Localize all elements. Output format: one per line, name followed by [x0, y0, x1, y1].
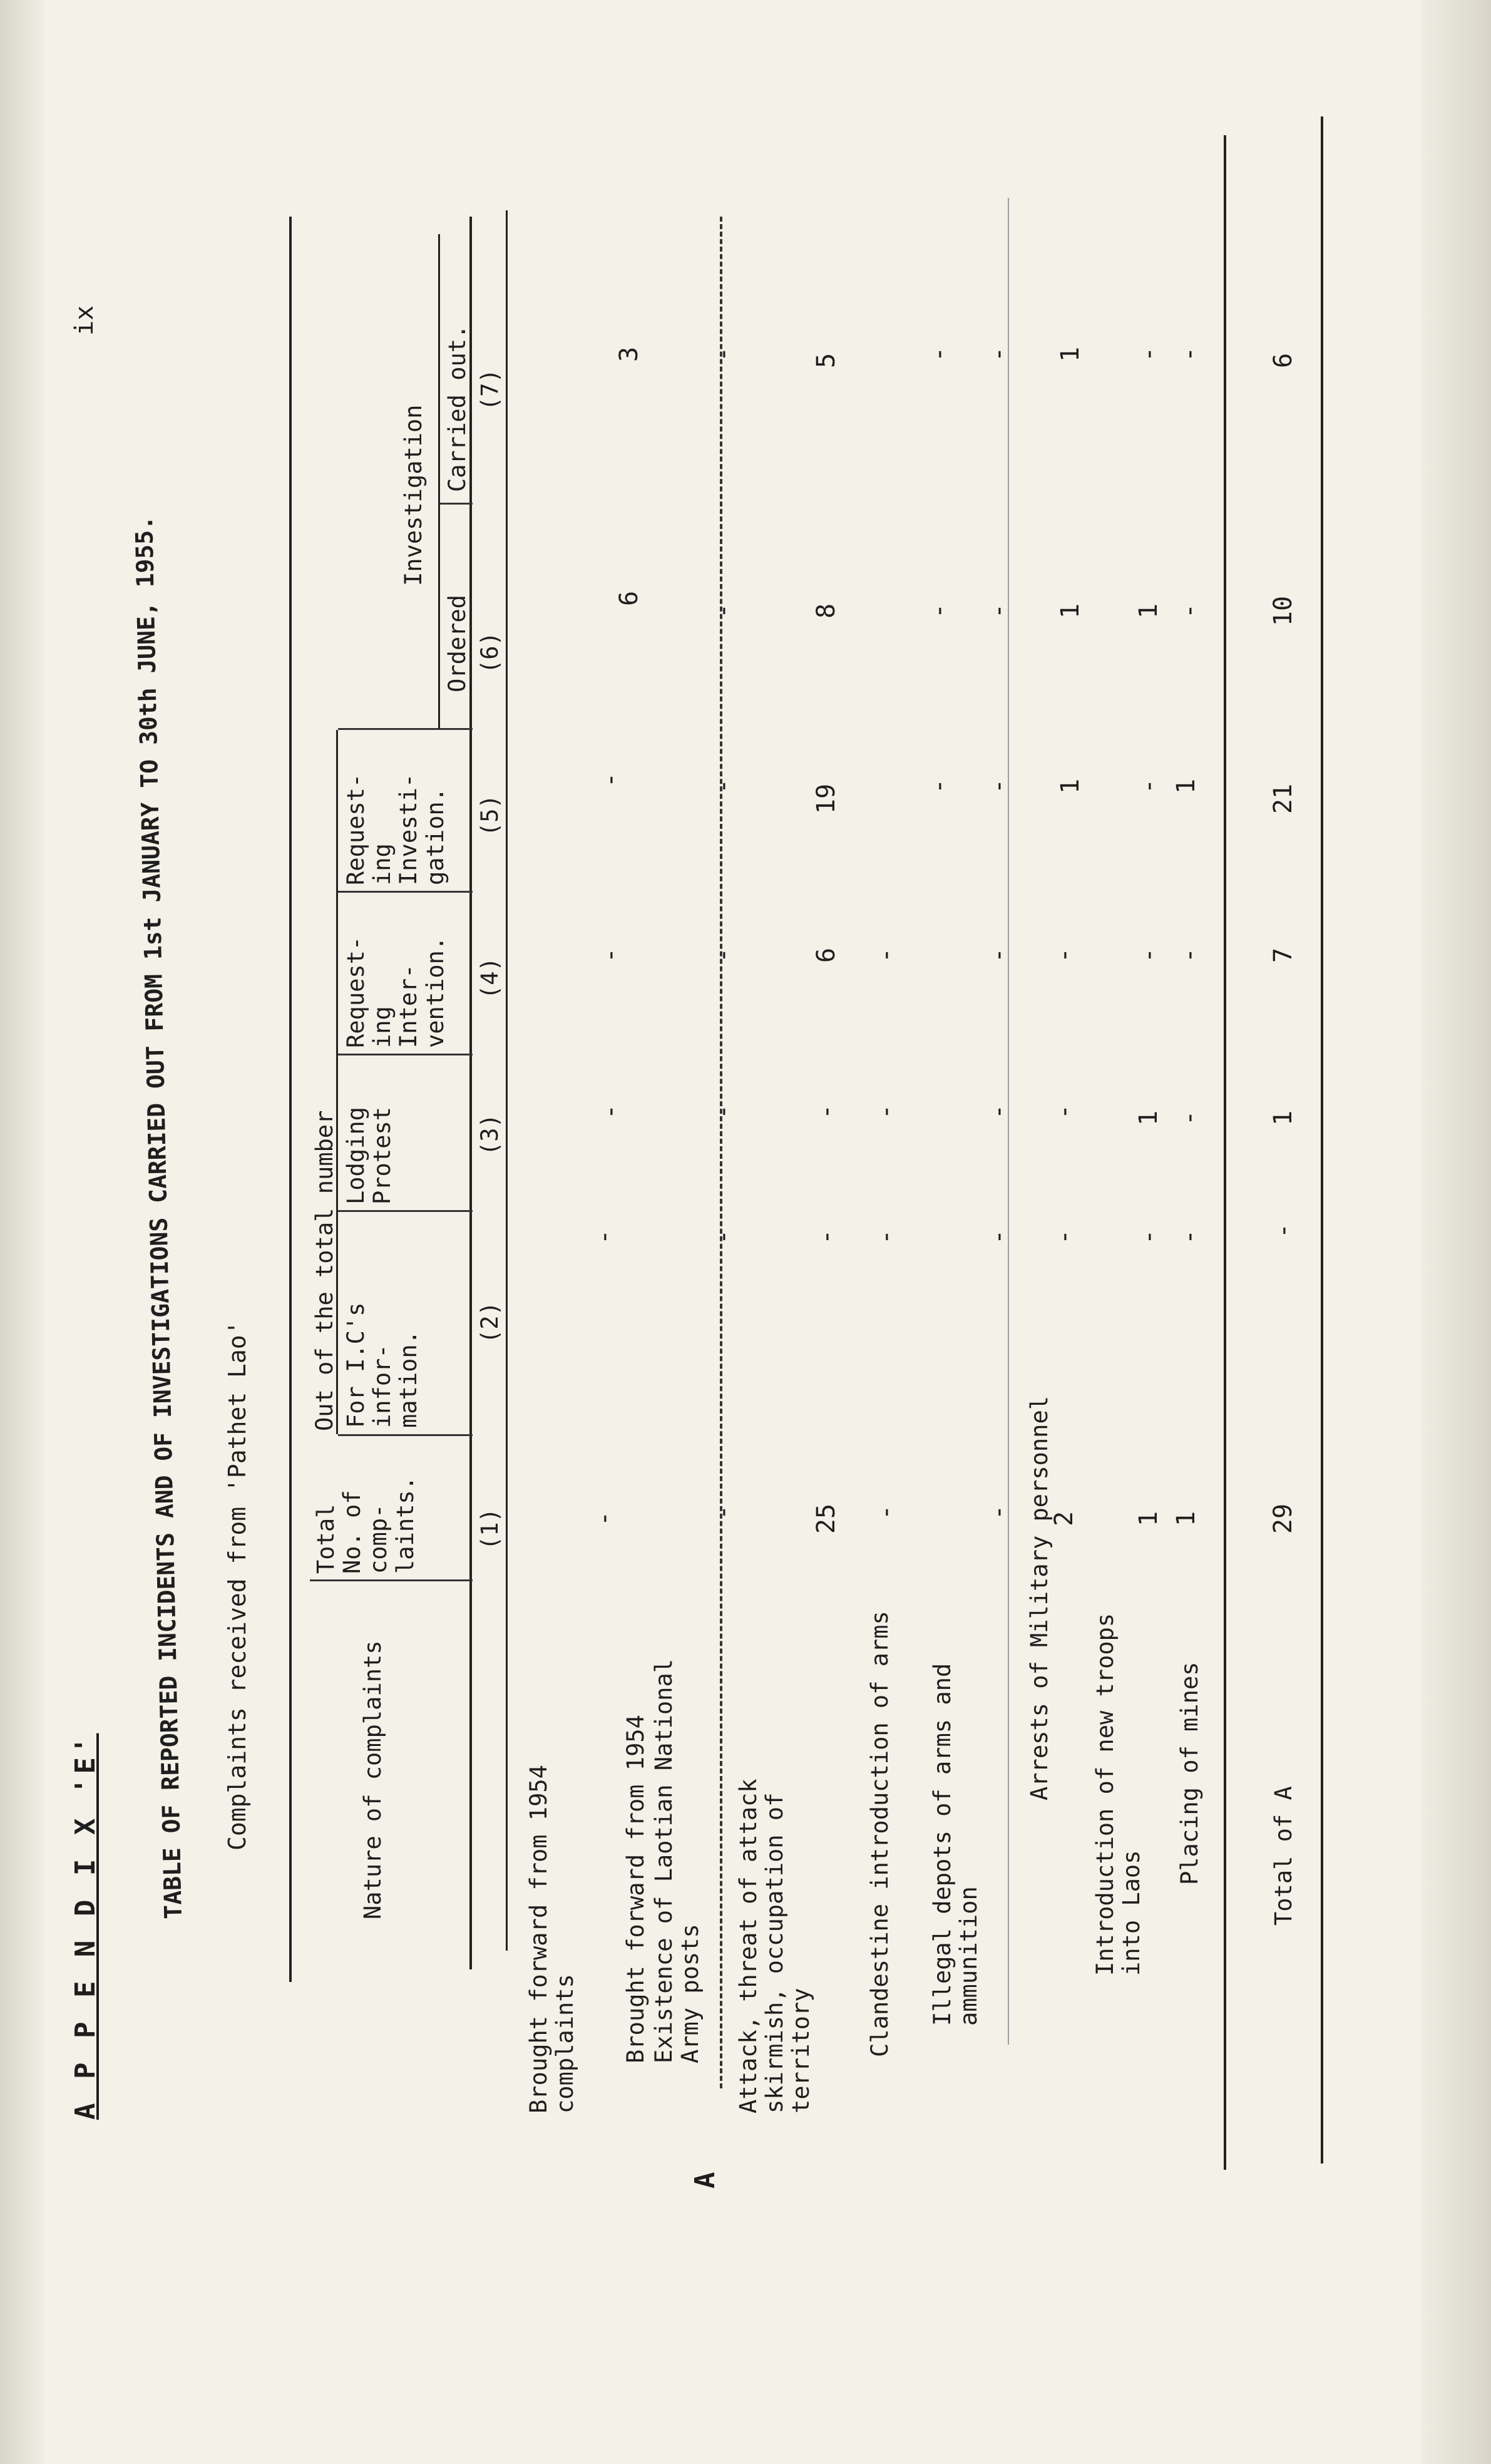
col-number-6: (6) [476, 632, 503, 674]
cell-r0-c1: - [590, 1511, 618, 1527]
cell-r3-c6: 8 [812, 603, 841, 619]
cell-r2-c1: - [709, 1504, 737, 1521]
cell-r4-c2: - [871, 1229, 900, 1245]
total-c3: 1 [1269, 1110, 1298, 1126]
row-label-brought-forward: Brought forward from 1954 [622, 1715, 649, 2063]
header-lodging: Lodging Protest [342, 1107, 396, 1204]
cell-r9-c2: - [1175, 1229, 1204, 1245]
header-total: Total No. of comp- laints. [312, 1476, 419, 1574]
cell-r8-c7: - [1134, 346, 1163, 362]
page-number: ix [70, 305, 99, 336]
cell-r6-c1: - [984, 1504, 1013, 1521]
cell-r3-c5: 19 [812, 783, 841, 814]
col-divider-7 [438, 503, 473, 505]
header-out-of-total: Out of the total number [311, 1110, 338, 1431]
col-divider-1 [310, 1579, 473, 1581]
rule-numbers-bottom [506, 210, 508, 1951]
cell-r2-c4: - [709, 947, 737, 963]
cell-r4-c1: - [871, 1504, 900, 1521]
cell-r1-c4: - [596, 947, 625, 963]
cell-r2-c5: - [709, 778, 737, 794]
total-c5: 21 [1269, 783, 1298, 814]
rule-bottom [1321, 116, 1323, 2164]
col-divider-3 [338, 1210, 473, 1212]
cell-r7-c5: 1 [1056, 778, 1085, 794]
cell-r8-c1: 1 [1134, 1511, 1163, 1527]
cell-r6-c6: - [984, 603, 1013, 619]
cell-r0-c2: - [590, 1229, 618, 1245]
cell-r9-c5: 1 [1172, 778, 1201, 794]
dashed-separator [720, 217, 722, 2088]
cell-r1-c3: - [596, 1104, 625, 1120]
rule-top [289, 217, 292, 1982]
cell-r7-c3: - [1050, 1104, 1079, 1120]
cell-r7-c2: - [1050, 1229, 1079, 1245]
cell-r3-c7: 5 [812, 352, 841, 369]
cell-r9-c1: 1 [1172, 1511, 1201, 1527]
total-c6: 10 [1269, 595, 1298, 627]
cell-r8-c3: 1 [1134, 1110, 1163, 1126]
row-label-arrests: Arrests of Military personnel [1026, 1395, 1053, 1800]
section-label: A [689, 2172, 721, 2189]
cell-r8-c4: - [1134, 947, 1163, 963]
col-number-4: (4) [476, 957, 503, 999]
cell-r8-c5: - [1134, 778, 1163, 794]
cell-r8-c6: 1 [1134, 603, 1163, 619]
total-c1: 29 [1269, 1503, 1298, 1534]
col-number-3: (3) [476, 1114, 503, 1156]
col-number-7: (7) [476, 369, 503, 411]
appendix-title: A P P E N D I X 'E' [69, 1733, 101, 2120]
cell-r6-c3: - [984, 1104, 1013, 1120]
cell-r6-c2: - [984, 1229, 1013, 1245]
cell-r2-c2: - [709, 1229, 737, 1245]
total-c4: 7 [1269, 947, 1298, 963]
cell-r3-c4: 6 [812, 947, 841, 963]
col-number-5: (5) [476, 794, 503, 836]
header-carried-out: Carried out. [444, 324, 471, 492]
cell-r4-c3: - [871, 1104, 900, 1120]
cell-r8-c2: - [1134, 1229, 1163, 1245]
header-nature: Nature of complaints [359, 1640, 386, 1919]
cell-r3-c3: - [812, 1104, 841, 1120]
cell-r7-c4: - [1050, 947, 1079, 963]
cell-r6-c7: - [984, 346, 1013, 362]
row-label-attack: Attack, threat of attack skirmish, occupation of territory [735, 1779, 815, 2113]
col-divider-6 [338, 728, 473, 730]
cell-r5-c5: - [925, 778, 953, 794]
cell-r7-c1: 2 [1050, 1511, 1079, 1527]
cell-r4-c4: - [871, 947, 900, 963]
row-label-placing-mines: Placing of mines [1176, 1661, 1203, 1885]
total-c2: - [1269, 1223, 1298, 1239]
col-divider-5 [338, 891, 473, 893]
cell-r3-c1: 25 [812, 1503, 841, 1534]
cell-r2-c7: - [709, 346, 737, 362]
cell-r9-c4: - [1175, 947, 1204, 963]
header-ordered: Ordered [444, 595, 471, 692]
total-c7: 6 [1269, 352, 1298, 369]
subtitle: Complaints received from 'Pathet Lao' [223, 1320, 251, 1851]
main-title: TABLE OF REPORTED INCIDENTS AND OF INVESTIGATIONS CARRIED OUT FROM 1st JANUARY TO 30th JUNE, 1955. [130, 515, 187, 1920]
cell-r1-c5: - [596, 772, 625, 788]
col-number-1: (1) [476, 1508, 503, 1550]
cell-r6-c5: - [984, 778, 1013, 794]
cell-r1-c7: 3 [615, 346, 643, 362]
rule-investigation [438, 234, 440, 729]
row-label-clandestine-arms: Clandestine introduction of arms [866, 1611, 893, 2057]
total-label: Total of A [1270, 1786, 1297, 1926]
row-label-new-troops: Introduction of new troops into Laos [1092, 1613, 1145, 1976]
cell-r3-c2: - [812, 1229, 841, 1245]
header-ics-info: For I.C's infor- mation. [342, 1302, 423, 1428]
col-number-2: (2) [476, 1301, 503, 1343]
cell-r5-c6: - [925, 603, 953, 619]
col-divider-4 [338, 1054, 473, 1055]
row-label-illegal-depots: Illegal depots of arms and ammunition [929, 1663, 983, 2026]
header-investigation: Investigation [400, 404, 427, 586]
cell-r7-c6: 1 [1056, 603, 1085, 619]
cell-r9-c3: - [1175, 1110, 1204, 1126]
bleed-through [501, 1625, 526, 1650]
header-intervention: Request- ing Inter- vention. [342, 936, 449, 1048]
cell-r9-c7: - [1175, 346, 1204, 362]
cell-r2-c6: - [709, 603, 737, 619]
col-divider-2 [338, 1434, 473, 1436]
cell-r6-c4: - [984, 947, 1013, 963]
header-investigation-request: Request- ing Investi- gation. [342, 773, 449, 885]
rule-total-top [1224, 135, 1226, 2170]
cell-r1-c6: 6 [615, 590, 643, 607]
cell-r7-c7: 1 [1056, 346, 1085, 362]
cell-r9-c6: - [1175, 603, 1204, 619]
cell-r5-c7: - [925, 346, 953, 362]
cell-r2-c3: - [709, 1104, 737, 1120]
row-label-brought-forward-complaints: Brought forward from 1954 complaints [525, 1765, 579, 2113]
row-label-existence-posts: Existence of Laotian National Army posts [650, 1658, 704, 2063]
